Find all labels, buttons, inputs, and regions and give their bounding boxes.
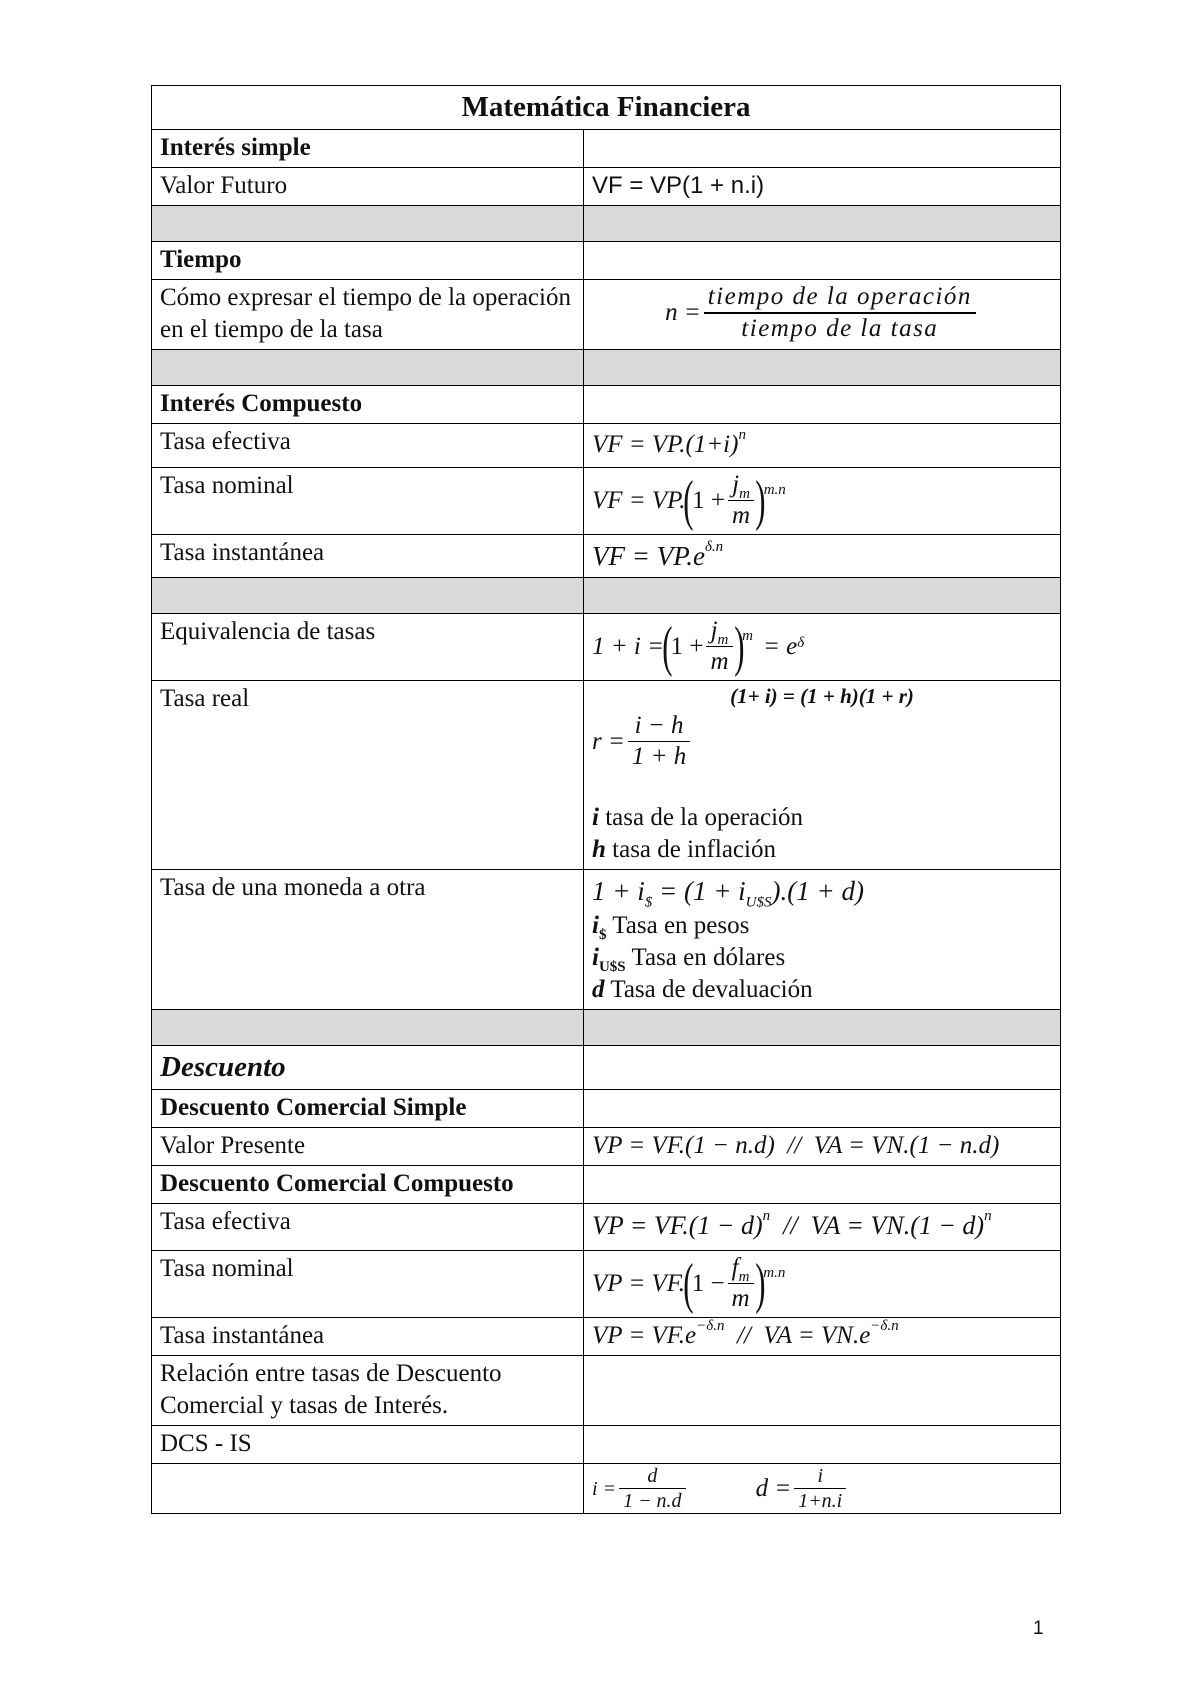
formula-exponent: n bbox=[762, 1208, 771, 1225]
formula-cell bbox=[584, 870, 1061, 1010]
fraction bbox=[794, 1464, 846, 1513]
section-heading-discount: Descuento bbox=[152, 1046, 584, 1090]
formula-cell bbox=[584, 535, 1061, 578]
formula-exponent: n bbox=[738, 426, 746, 443]
symbol: f bbox=[731, 1254, 739, 1281]
formula-lhs: VF = VP. bbox=[592, 486, 686, 514]
formula-relations bbox=[592, 1464, 1052, 1513]
formula-term: VP = VF.(1 − d) bbox=[592, 1211, 763, 1240]
legend-text: tasa de la operación bbox=[605, 804, 804, 831]
formula-lhs: d = bbox=[755, 1474, 792, 1502]
row-label: Cómo expresar el tiempo de la operación en el tiempo de la tasa bbox=[152, 280, 584, 350]
left-paren: ( bbox=[683, 469, 694, 532]
fraction-denominator: 1+n.i bbox=[798, 1490, 843, 1512]
gray-cell bbox=[584, 578, 1061, 614]
table-row bbox=[152, 1426, 1061, 1464]
page-number: 1 bbox=[1033, 1618, 1044, 1639]
formula-lhs: 1 + i = bbox=[592, 632, 664, 660]
fraction-denominator: 1 − n.d bbox=[623, 1490, 682, 1512]
legend-line bbox=[592, 802, 1052, 834]
table-row bbox=[152, 870, 1061, 1010]
formula-cell bbox=[584, 1318, 1061, 1356]
table-row bbox=[152, 280, 1061, 350]
subscript: m bbox=[738, 1269, 750, 1285]
fraction bbox=[619, 1464, 686, 1513]
subscript: $ bbox=[644, 894, 653, 911]
empty-cell bbox=[584, 242, 1061, 280]
fraction-numerator: d bbox=[619, 1464, 686, 1489]
formula-term: VP = VF.e bbox=[592, 1322, 697, 1349]
legend-line bbox=[592, 974, 1052, 1006]
gray-cell bbox=[152, 1010, 584, 1046]
fraction-numerator bbox=[706, 616, 732, 647]
title-row bbox=[152, 86, 1061, 130]
legend-symbol: i bbox=[592, 944, 599, 971]
subscript: m bbox=[739, 486, 750, 502]
fraction-numerator: tiempo de la operación bbox=[704, 282, 976, 314]
table-row bbox=[152, 1251, 1061, 1318]
formula-cell bbox=[584, 280, 1061, 350]
formula-exponent: m.n bbox=[763, 482, 786, 498]
formula-rate-equivalence: 1 + i = ( 1 + $\frac{j_m}{m}$ ) m = e $^\delta$ bbox=[592, 615, 805, 678]
formula-exponent: n bbox=[984, 1208, 992, 1225]
row-label: Valor Presente bbox=[152, 1128, 584, 1166]
fraction bbox=[628, 711, 690, 772]
formula-exponent: δ.n bbox=[704, 539, 724, 555]
formula-cell bbox=[584, 468, 1061, 535]
legend-symbol: d bbox=[592, 976, 605, 1003]
table-row bbox=[152, 535, 1061, 578]
fraction-denominator: m bbox=[732, 502, 751, 529]
legend-text: Tasa de devaluación bbox=[610, 976, 813, 1003]
table-row bbox=[152, 242, 1061, 280]
left-paren: ( bbox=[662, 615, 673, 678]
empty-cell bbox=[584, 1046, 1061, 1090]
gray-cell bbox=[152, 578, 584, 614]
subscript: $ bbox=[598, 927, 607, 943]
row-label: Tasa de una moneda a otra bbox=[152, 870, 584, 1010]
formula-term: 1 − bbox=[691, 1269, 725, 1297]
legend-symbol: h bbox=[592, 836, 606, 863]
right-paren: ) bbox=[755, 469, 766, 532]
empty-cell bbox=[152, 1464, 584, 1514]
fraction bbox=[728, 470, 754, 531]
legend-line bbox=[592, 910, 1052, 942]
formula-body: VF = VP.(1+i) bbox=[592, 431, 739, 458]
section-heading-dcs: Descuento Comercial Simple bbox=[152, 1090, 584, 1128]
formula-rhs: = e bbox=[763, 632, 798, 660]
table-row bbox=[152, 386, 1061, 424]
formula-cell bbox=[584, 424, 1061, 468]
formula-cell bbox=[584, 614, 1061, 681]
row-label: Relación entre tasas de Descuento Comercial y tasas de Interés. bbox=[152, 1356, 584, 1426]
gray-cell bbox=[152, 206, 584, 242]
row-label: Tasa nominal bbox=[152, 1251, 584, 1318]
formula-term: // VA = VN.e bbox=[724, 1322, 871, 1349]
formula-term: ).(1 + d) bbox=[771, 876, 864, 906]
formula-lhs: n = bbox=[665, 299, 701, 326]
right-paren: ) bbox=[754, 1252, 766, 1315]
section-heading-dcc: Descuento Comercial Compuesto bbox=[152, 1166, 584, 1204]
formula-cell bbox=[584, 1128, 1061, 1166]
right-paren: ) bbox=[733, 615, 744, 678]
empty-cell bbox=[584, 1166, 1061, 1204]
table-row bbox=[152, 1090, 1061, 1128]
formula-discount-effective bbox=[592, 1208, 992, 1240]
table-row bbox=[152, 424, 1061, 468]
formula-exponent: m.n bbox=[763, 1265, 786, 1281]
legend-symbol: i bbox=[592, 804, 599, 831]
empty-cell bbox=[584, 1356, 1061, 1426]
fraction bbox=[728, 1253, 754, 1314]
legend-symbol: i bbox=[592, 912, 599, 939]
row-label: Tasa instantánea bbox=[152, 1318, 584, 1356]
table-row bbox=[152, 681, 1061, 870]
empty-cell bbox=[584, 1426, 1061, 1464]
formula-lhs: r = bbox=[592, 727, 625, 755]
formula-nominal-rate bbox=[592, 470, 1052, 531]
table-row bbox=[152, 1166, 1061, 1204]
empty-cell bbox=[584, 1090, 1061, 1128]
formula-table bbox=[151, 85, 1061, 1514]
row-label: Valor Futuro bbox=[152, 168, 584, 206]
subscript: m bbox=[717, 632, 729, 648]
fraction-denominator: m bbox=[710, 648, 729, 675]
row-label: Equivalencia de tasas bbox=[152, 614, 584, 681]
table-row bbox=[152, 614, 1061, 681]
formula-currency-rate bbox=[592, 872, 1052, 910]
table-row bbox=[152, 1046, 1061, 1090]
formula-real-rate-identity: (1+ i) = (1 + h)(1 + r) bbox=[730, 684, 914, 708]
row-label: Tasa real bbox=[152, 681, 584, 870]
formula-cell bbox=[584, 1464, 1061, 1514]
left-paren: ( bbox=[683, 1252, 694, 1315]
formula-cell bbox=[584, 1251, 1061, 1318]
gray-cell bbox=[152, 350, 584, 386]
row-label: DCS - IS bbox=[152, 1426, 584, 1464]
legend-text: Tasa en dólares bbox=[631, 944, 786, 971]
subscript: U$S bbox=[745, 894, 772, 911]
table-row bbox=[152, 1318, 1061, 1356]
formula-cell bbox=[584, 1204, 1061, 1251]
subscript: U$S bbox=[598, 959, 626, 975]
symbol: j bbox=[710, 617, 718, 644]
table-row bbox=[152, 130, 1061, 168]
formula-exponent: −δ.n bbox=[870, 1317, 899, 1334]
row-label: Tasa nominal bbox=[152, 468, 584, 535]
formula-future-value-simple: VF = VP(1 + n.i) bbox=[592, 172, 765, 199]
gray-cell bbox=[584, 206, 1061, 242]
symbol: j bbox=[732, 471, 740, 498]
formula-term: = (1 + i bbox=[658, 876, 746, 906]
fraction-numerator: i bbox=[794, 1464, 846, 1489]
table-row bbox=[152, 1464, 1061, 1514]
fraction-numerator: i − h bbox=[628, 711, 690, 742]
spacer-row bbox=[152, 206, 1061, 242]
formula-time bbox=[592, 282, 1052, 344]
spacer-row bbox=[152, 350, 1061, 386]
formula-lhs: i = bbox=[592, 1477, 617, 1500]
formula-cell bbox=[584, 681, 1061, 870]
fraction-denominator: 1 + h bbox=[631, 743, 687, 770]
fraction-numerator bbox=[728, 1253, 754, 1284]
formula-exponent: −δ.n bbox=[696, 1317, 725, 1334]
gray-cell bbox=[584, 350, 1061, 386]
formula-term: 1 + i bbox=[592, 876, 645, 906]
empty-cell bbox=[584, 386, 1061, 424]
empty-cell bbox=[584, 130, 1061, 168]
formula-term: // VA = VN.(1 − d) bbox=[770, 1211, 985, 1240]
section-heading-simple: Interés simple bbox=[152, 130, 584, 168]
formula-discount-nominal bbox=[592, 1253, 1052, 1314]
formula-sheet bbox=[151, 85, 1060, 1514]
gray-cell bbox=[584, 1010, 1061, 1046]
formula-term: 1 + bbox=[692, 486, 725, 514]
table-row bbox=[152, 1356, 1061, 1426]
page-title: Matemática Financiera bbox=[152, 86, 1061, 130]
fraction-denominator: m bbox=[731, 1285, 750, 1312]
formula-cell bbox=[584, 168, 1061, 206]
legend-line bbox=[592, 834, 1052, 866]
row-label: Tasa efectiva bbox=[152, 424, 584, 468]
formula-lhs: VP = VF. bbox=[592, 1269, 686, 1297]
fraction-denominator: tiempo de la tasa bbox=[741, 315, 939, 342]
section-heading-compound: Interés Compuesto bbox=[152, 386, 584, 424]
table-row bbox=[152, 168, 1061, 206]
row-label: Tasa efectiva bbox=[152, 1204, 584, 1251]
formula-real-rate bbox=[592, 711, 1052, 772]
legend-line bbox=[592, 942, 1052, 974]
spacer-row bbox=[152, 1010, 1061, 1046]
formula-present-value: VP = VF.(1 − n.d) // VA = VN.(1 − n.d) bbox=[592, 1132, 1000, 1159]
fraction bbox=[706, 616, 732, 677]
fraction bbox=[704, 282, 976, 344]
section-heading-time: Tiempo bbox=[152, 242, 584, 280]
legend-text: tasa de inflación bbox=[612, 836, 776, 863]
formula-term: 1 + bbox=[670, 632, 704, 660]
table-row bbox=[152, 1204, 1061, 1251]
table-row bbox=[152, 1128, 1061, 1166]
spacer-row bbox=[152, 578, 1061, 614]
formula-effective-rate bbox=[592, 426, 746, 458]
table-row bbox=[152, 468, 1061, 535]
formula-exponent: m bbox=[742, 628, 754, 644]
formula-discount-instant bbox=[592, 1317, 899, 1349]
formula-instant-rate bbox=[592, 541, 723, 571]
legend-text: Tasa en pesos bbox=[612, 912, 750, 939]
row-label: Tasa instantánea bbox=[152, 535, 584, 578]
formula-body: VF = VP.e bbox=[592, 541, 705, 571]
fraction-numerator bbox=[728, 470, 754, 501]
